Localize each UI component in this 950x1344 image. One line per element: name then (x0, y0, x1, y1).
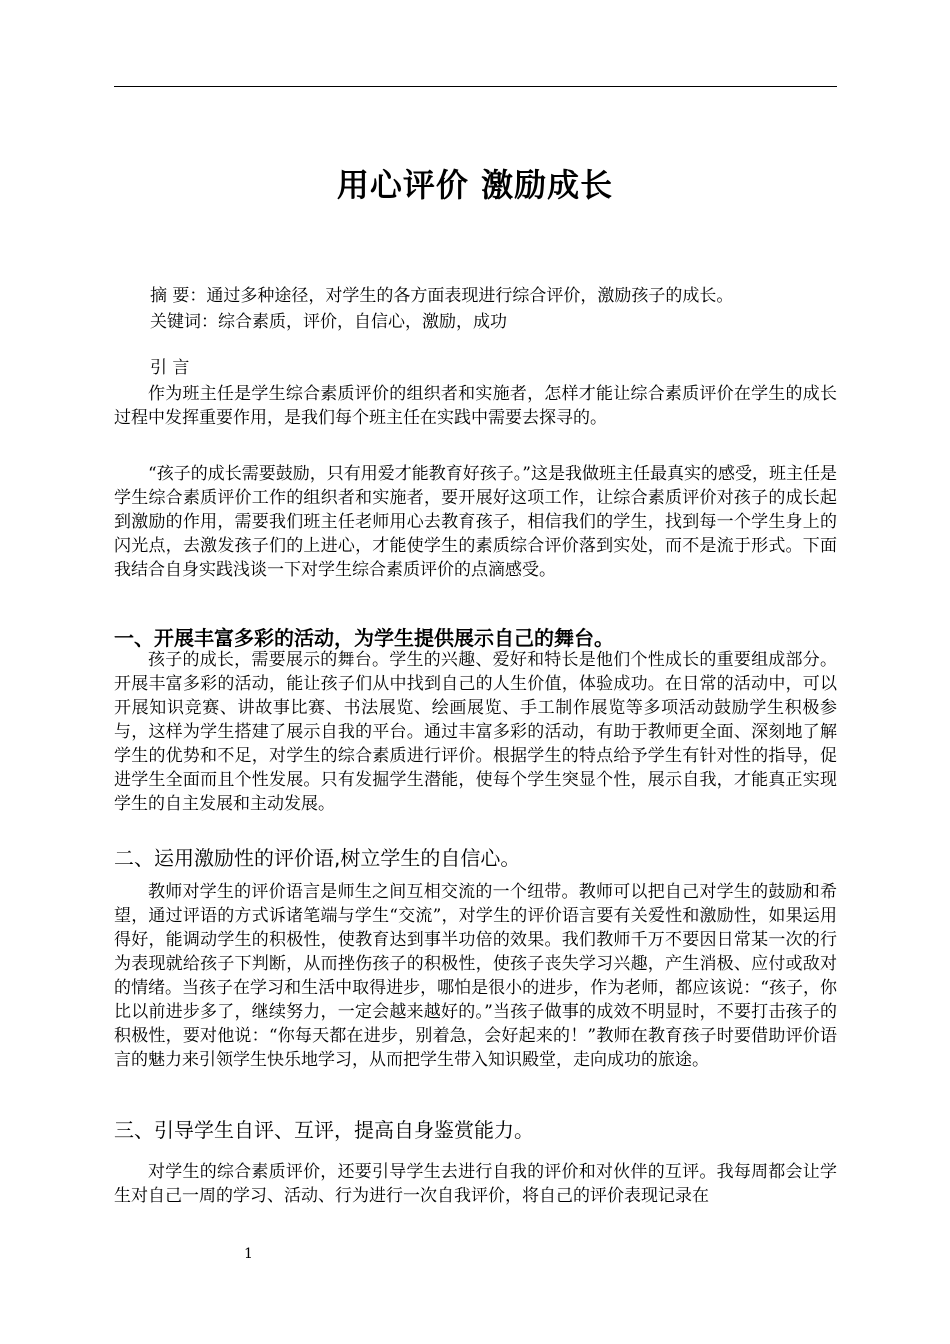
section3-paragraph-text: 对学生的综合素质评价，还要引导学生去进行自我的评价和对伙伴的互评。我每周都会让学生对自己一周的学习、活动、行为进行一次自我评价，将自己的评价表现记录在 (114, 1162, 837, 1206)
section1-paragraph (114, 648, 837, 816)
intro-paragraph-text: 作为班主任是学生综合素质评价的组织者和实施者，怎样才能让综合素质评价在学生的成长过程中发挥重要作用，是我们每个班主任在实践中需要去探寻的。 (114, 384, 837, 428)
keywords-text: 综合素质，评价，自信心，激励，成功 (218, 312, 507, 332)
section2-paragraph (114, 880, 837, 1072)
header-rule (114, 86, 837, 87)
abstract-label: 摘 要： (150, 286, 207, 306)
abstract-text: 通过多种途径，对学生的各方面表现进行综合评价，激励孩子的成长。 (206, 286, 734, 306)
intro-paragraph (114, 382, 837, 430)
opening-paragraph (114, 462, 837, 582)
abstract-line (150, 284, 733, 308)
intro-heading: 引 言 (150, 358, 190, 378)
section2-paragraph-text: 教师对学生的评价语言是师生之间互相交流的一个纽带。教师可以把自己对学生的鼓励和希望，通过评语的方式诉诸笔端与学生“交流”，对学生的评价语言要有关爱性和激励性，如果运用得好，能调动学生的积极性，使教育达到事半功倍的效果。我们教师千万不要因日常某一次的行为表现就给孩子下判断，从而挫伤孩子的积极性，使孩子丧失学习兴趣，产生消极、应付或敌对的情绪。当孩子在学习和生活中取得进步，哪怕是很小的进步，作为老师，都应该说：“孩子，你比以前进步多了，继续努力，一定会越来越好的。”当孩子做事的成效不明显时，不要打击孩子的积极性，要对他说：“你每天都在进步，别着急，会好起来的！”教师在教育孩子时要借助评价语言的魅力来引领学生快乐地学习，从而把学生带入知识殿堂，走向成功的旅途。 (114, 882, 837, 1070)
page-number: 1 (244, 1246, 253, 1262)
section1-heading: 一、开展丰富多彩的活动，为学生提供展示自己的舞台。 (114, 626, 614, 650)
keywords-label: 关键词： (150, 312, 218, 332)
section2-heading: 二、运用激励性的评价语,树立学生的自信心。 (114, 846, 521, 870)
section3-heading: 三、引导学生自评、互评，提高自身鉴赏能力。 (114, 1118, 534, 1142)
document-title: 用心评价 激励成长 (336, 166, 614, 204)
section3-paragraph (114, 1160, 837, 1208)
keywords-line (150, 310, 507, 334)
opening-paragraph-text: “孩子的成长需要鼓励，只有用爱才能教育好孩子。”这是我做班主任最真实的感受，班主任是学生综合素质评价工作的组织者和实施者，要开展好这项工作，让综合素质评价对孩子的成长起到激励的作用，需要我们班主任老师用心去教育孩子，相信我们的学生，找到每一个学生身上的闪光点，去激发孩子们的上进心，才能使学生的素质综合评价落到实处，而不是流于形式。下面我结合自身实践浅谈一下对学生综合素质评价的点滴感受。 (114, 464, 837, 580)
section1-paragraph-text: 孩子的成长，需要展示的舞台。学生的兴趣、爱好和特长是他们个性成长的重要组成部分。开展丰富多彩的活动，能让孩子们从中找到自己的人生价值，体验成功。在日常的活动中，可以开展知识竞赛、讲故事比赛、书法展览、绘画展览、手工制作展览等多项活动鼓励学生积极参与，这样为学生搭建了展示自我的平台。通过丰富多彩的活动，有助于教师更全面、深刻地了解学生的优势和不足，对学生的综合素质进行评价。根据学生的特点给予学生有针对性的指导，促进学生全面而且个性发展。只有发掘学生潜能，使每个学生突显个性，展示自我，才能真正实现学生的自主发展和主动发展。 (114, 650, 837, 814)
